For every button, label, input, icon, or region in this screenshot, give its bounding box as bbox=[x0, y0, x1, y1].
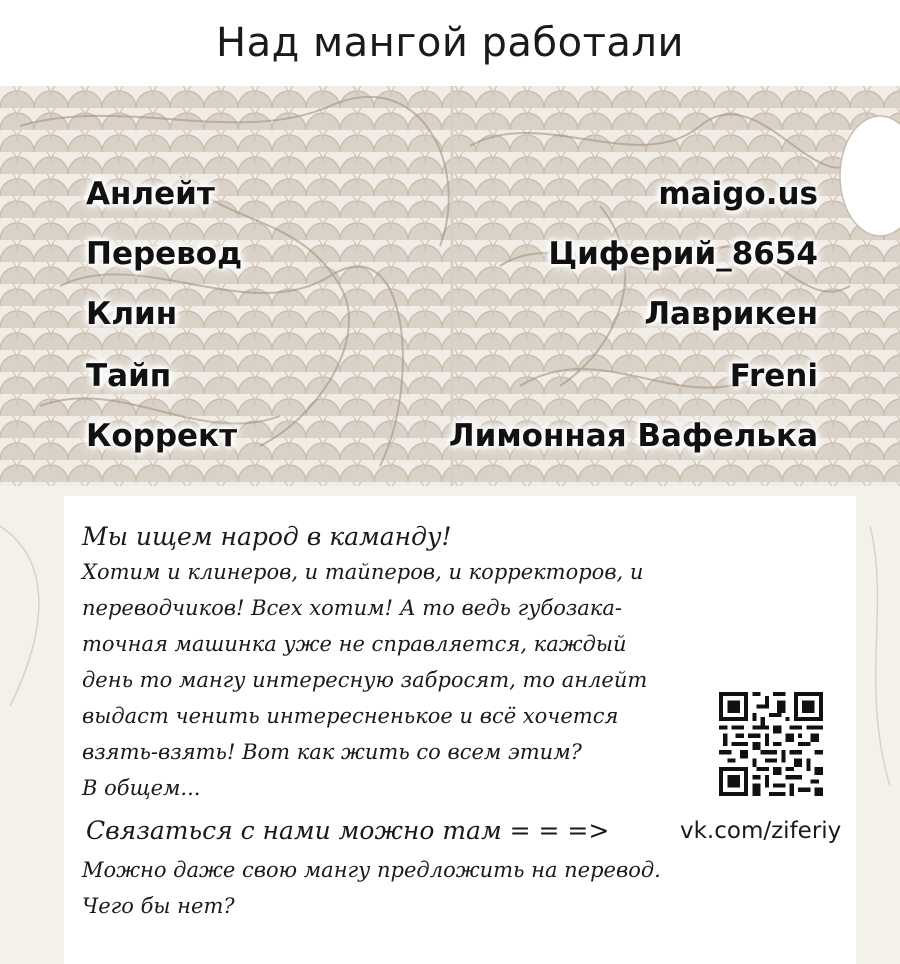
recruit-line: В общем... bbox=[82, 776, 201, 800]
recruit-line: взять-взять! Вот как жить со всем этим? bbox=[82, 740, 582, 764]
credit-role: Коррект bbox=[86, 418, 238, 454]
credit-row-tayp bbox=[86, 358, 818, 398]
credit-role: Клин bbox=[86, 296, 178, 332]
recruit-panel bbox=[64, 496, 856, 964]
offer-line: Чего бы нет? bbox=[82, 894, 235, 918]
credit-role: Тайп bbox=[86, 358, 172, 394]
vk-link[interactable]: vk.com/ziferiy bbox=[680, 818, 842, 844]
credit-role: Перевод bbox=[86, 236, 243, 272]
recruit-text bbox=[82, 520, 682, 806]
header bbox=[0, 0, 900, 86]
qr-code-icon[interactable] bbox=[719, 692, 823, 796]
credit-name: Freni bbox=[729, 358, 818, 394]
offer-text bbox=[82, 852, 702, 924]
recruit-line: переводчиков! Всех хотим! А то ведь губозака- bbox=[82, 596, 622, 620]
recruit-heading: Мы ищем народ в каманду! bbox=[82, 522, 452, 551]
credit-name: maigo.us bbox=[658, 176, 818, 212]
recruit-line: точная машинка уже не справляется, каждый bbox=[82, 632, 627, 656]
credits-list bbox=[86, 172, 818, 472]
contact-text: Связаться с нами можно там = = => bbox=[86, 816, 610, 845]
credit-role: Анлейт bbox=[86, 176, 215, 212]
credit-row-korrekt bbox=[86, 418, 818, 458]
credit-row-klin bbox=[86, 296, 818, 336]
recruit-line: выдаст ченить интересненькое и всё хочется bbox=[82, 704, 619, 728]
credit-row-anleyt bbox=[86, 176, 818, 216]
credit-name: Лимонная Вафелька bbox=[448, 418, 818, 454]
recruit-line: день то мангу интересную забросят, то анлейт bbox=[82, 668, 648, 692]
offer-line: Можно даже свою мангу предложить на перевод. bbox=[82, 858, 661, 882]
credit-name: Лаврикен bbox=[644, 296, 818, 332]
credit-name: Циферий_8654 bbox=[548, 236, 818, 272]
page-title: Над мангой работали bbox=[216, 20, 684, 66]
credit-row-perevod bbox=[86, 236, 818, 276]
recruit-line: Хотим и клинеров, и тайперов, и корректоров, и bbox=[82, 560, 644, 584]
